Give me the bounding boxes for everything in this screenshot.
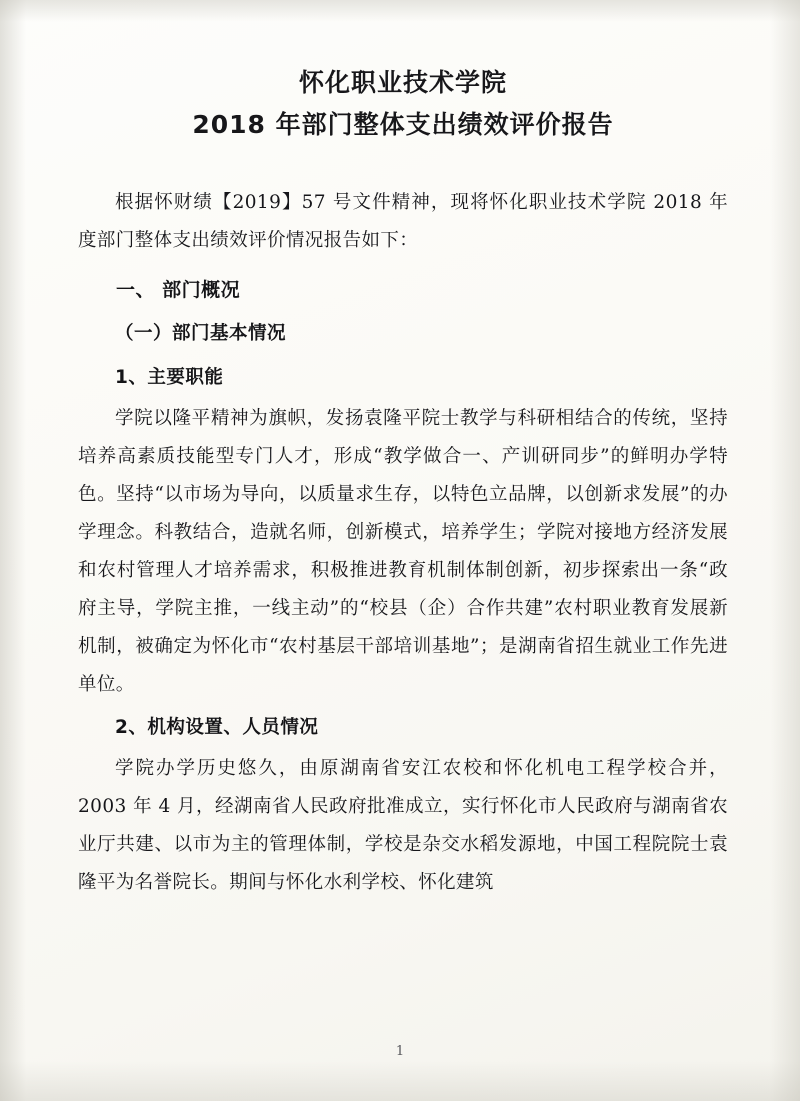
document-title-line-1: 怀化职业技术学院 [298, 68, 507, 97]
paragraph-org-staff: 学院办学历史悠久，由原湖南省安江农校和怀化机电工程学校合并，2003 年 4 月，经湖南省人民政府批准成立，实行怀化市人民政府与湖南省农业厅共建、以市为主的管理体制，学校是杂交水稻发源地，中国工程院院士袁隆平为名誉院长。期间与怀化水利学校、怀化建筑 [78, 758, 728, 893]
paragraph-main-duties: 学院以隆平精神为旗帜，发扬袁隆平院士教学与科研相结合的传统，坚持培养高素质技能型专门人才，形成“教学做合一、产训研同步”的鲜明办学特色。坚持“以市场为导向，以质量求生存，以特色立品牌，以创新求发展”的办学理念。科教结合，造就名师，创新模式，培养学生；学院对接地方经济发展和农村管理人才培养需求，积极推进教育机制体制创新，初步探索出一条“政府主导，学院主推，一线主动”的“校县（企）合作共建”农村职业教育发展新机制，被确定为怀化市“农村基层干部培训基地”；是湖南省招生就业工作先进单位。 [78, 408, 728, 695]
intro-paragraph: 根据怀财绩【2019】57 号文件精神，现将怀化职业技术学院 2018 年度部门整体支出绩效评价情况报告如下： [78, 192, 728, 251]
page-number: 1 [395, 1044, 405, 1059]
scan-edge-shading-bottom [0, 1061, 800, 1101]
scan-edge-shading-left [0, 0, 26, 1101]
section-heading-level-1: 一、 部门概况 [116, 279, 241, 301]
subsection-heading-main-duties: 1、主要职能 [115, 367, 224, 388]
scan-edge-shading-top [0, 0, 800, 22]
document-title-line-2: 2018 年部门整体支出绩效评价报告 [192, 110, 614, 139]
document-title [78, 62, 728, 146]
title-spacer [78, 146, 728, 184]
section-heading-level-2: （一）部门基本情况 [115, 323, 287, 344]
subsection-heading-org-staff: 2、机构设置、人员情况 [115, 717, 319, 738]
scan-edge-shading-right [770, 0, 800, 1101]
